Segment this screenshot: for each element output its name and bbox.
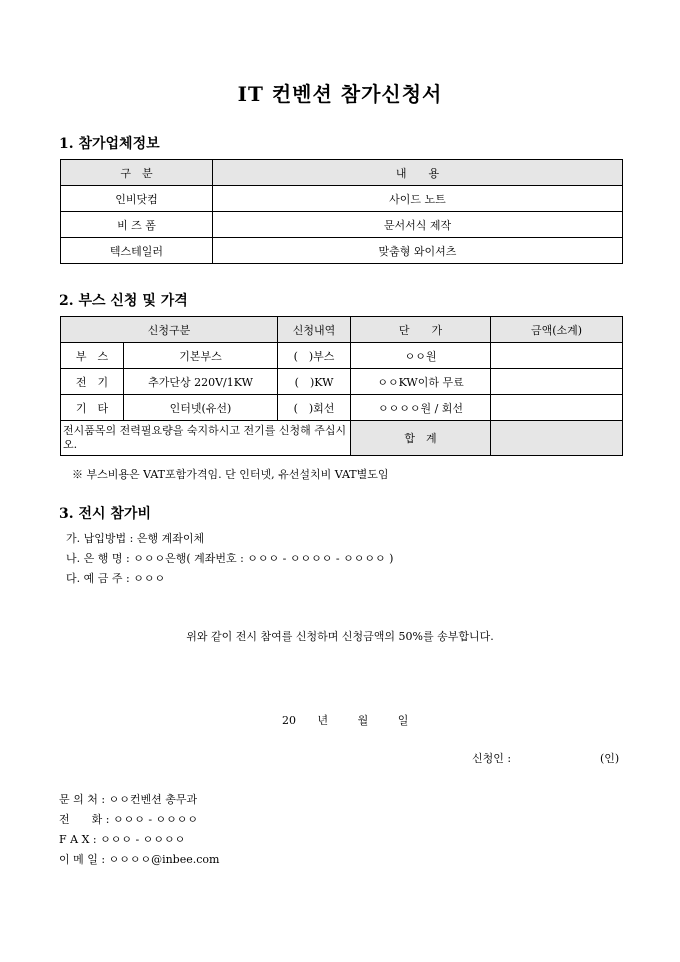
table-row xyxy=(61,186,623,212)
table-total-row xyxy=(61,421,623,456)
row-item: 추가단상 220V/1KW xyxy=(124,369,278,395)
company-name: 텍스테일러 xyxy=(61,238,213,264)
row-subtotal-cell xyxy=(491,395,623,421)
row-subtotal-cell xyxy=(491,343,623,369)
date-year-unit: 년 xyxy=(317,714,329,727)
date-year: 20 xyxy=(282,714,296,727)
applicant-label: 신청인 : xyxy=(472,752,512,765)
row-subtotal-cell xyxy=(491,369,623,395)
header-apply-detail: 신청내역 xyxy=(278,317,351,343)
company-name: 인비닷컴 xyxy=(61,186,213,212)
section1-heading: 1. 참가업체정보 xyxy=(59,136,160,152)
table-header-row xyxy=(61,160,623,186)
table-header-row xyxy=(61,317,623,343)
header-content: 내 용 xyxy=(213,160,623,186)
header-subtotal: 금액(소계) xyxy=(491,317,623,343)
company-name: 비 즈 폼 xyxy=(61,212,213,238)
company-content: 맞춤형 와이셔츠 xyxy=(213,238,623,264)
row-price: ㅇㅇㅇㅇ원 / 회선 xyxy=(351,395,491,421)
document-title: IT 컨벤션 참가신청서 xyxy=(237,82,443,106)
depositor-line: 다. 예 금 주 : ㅇㅇㅇ xyxy=(66,572,166,585)
section3-heading: 3. 전시 참가비 xyxy=(59,506,151,522)
header-unit-price: 단 가 xyxy=(351,317,491,343)
company-info-table xyxy=(60,159,623,264)
row-price: ㅇㅇ원 xyxy=(351,343,491,369)
row-quantity: ( )KW xyxy=(278,369,351,395)
row-category: 기 타 xyxy=(61,395,124,421)
vat-footnote: ※ 부스비용은 VAT포함가격임. 단 인터넷, 유선설치비 VAT별도임 xyxy=(72,468,389,481)
total-label: 합 계 xyxy=(351,421,491,456)
contact-email: 이 메 일 : ㅇㅇㅇㅇ@inbee.com xyxy=(59,853,220,866)
row-price: ㅇㅇKW이하 무료 xyxy=(351,369,491,395)
table-row xyxy=(61,395,623,421)
total-value-cell xyxy=(491,421,623,456)
company-content: 사이드 노트 xyxy=(213,186,623,212)
row-quantity: ( )부스 xyxy=(278,343,351,369)
power-note: 전시품목의 전력필요량을 숙지하시고 전기를 신청해 주십시오. xyxy=(61,421,351,456)
booth-price-table xyxy=(60,316,623,456)
contact-phone: 전 화 : ㅇㅇㅇ - ㅇㅇㅇㅇ xyxy=(59,813,199,826)
contact-department: 문 의 처 : ㅇㅇ컨벤션 총무과 xyxy=(59,793,198,806)
section2-heading: 2. 부스 신청 및 가격 xyxy=(59,293,188,309)
header-apply-type: 신청구분 xyxy=(61,317,278,343)
row-item: 기본부스 xyxy=(124,343,278,369)
row-category: 부 스 xyxy=(61,343,124,369)
contact-fax: F A X : ㅇㅇㅇ - ㅇㅇㅇㅇ xyxy=(59,833,186,846)
table-row xyxy=(61,343,623,369)
header-category: 구 분 xyxy=(61,160,213,186)
row-item: 인터넷(유선) xyxy=(124,395,278,421)
seal-mark: (인) xyxy=(600,752,620,765)
company-content: 문서서식 제작 xyxy=(213,212,623,238)
table-row xyxy=(61,369,623,395)
row-quantity: ( )회선 xyxy=(278,395,351,421)
table-row xyxy=(61,238,623,264)
date-month-unit: 월 xyxy=(357,714,369,727)
table-row xyxy=(61,212,623,238)
row-category: 전 기 xyxy=(61,369,124,395)
payment-method-line: 가. 납입방법 : 은행 계좌이체 xyxy=(66,532,205,545)
bank-line: 나. 은 행 명 : ㅇㅇㅇ은행( 계좌번호 : ㅇㅇㅇ - ㅇㅇㅇㅇ - ㅇㅇㅇㅇ ) xyxy=(66,552,394,565)
application-statement: 위와 같이 전시 참여를 신청하며 신청금액의 50%를 송부합니다. xyxy=(186,630,494,643)
date-line xyxy=(282,712,408,728)
date-day-unit: 일 xyxy=(397,714,409,727)
